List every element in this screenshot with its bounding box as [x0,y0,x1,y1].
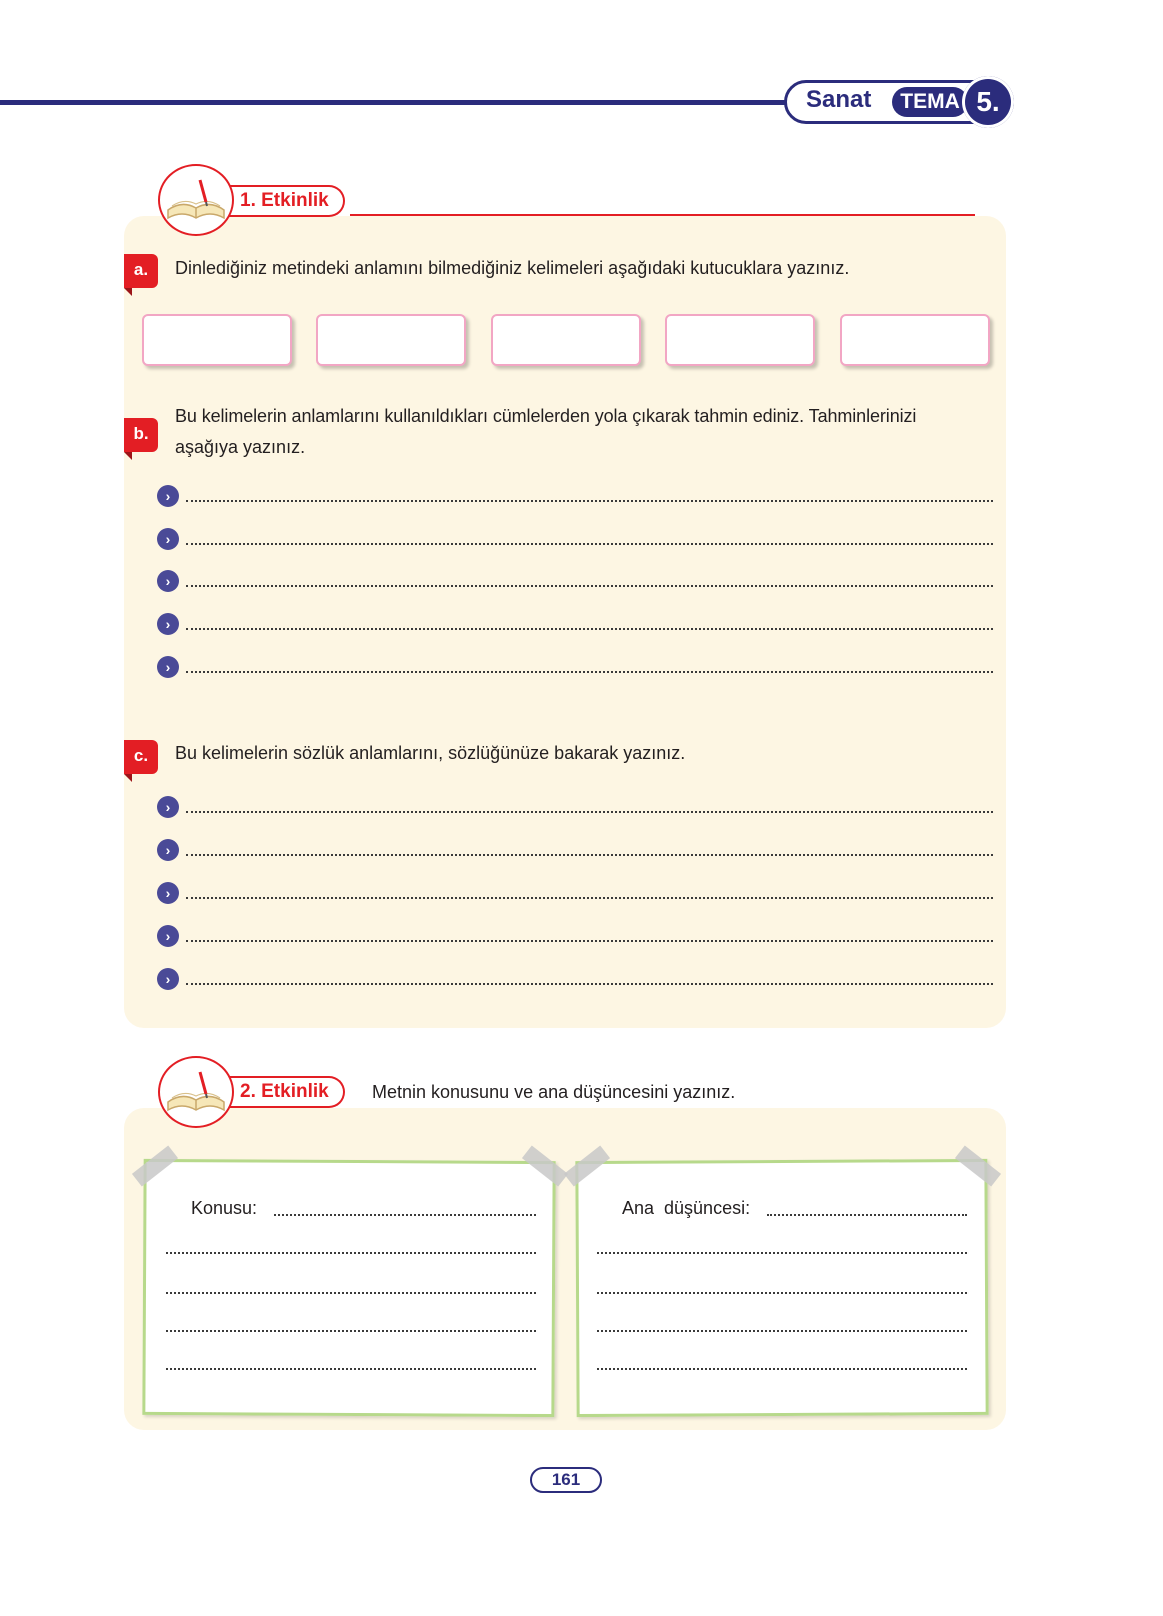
answer-line-b1[interactable] [186,500,993,502]
page-number: 161 [530,1467,602,1493]
chevron-right-icon: › [157,796,179,818]
activity2-title: 2. Etkinlik [224,1076,345,1108]
main-idea-line-1[interactable] [767,1214,967,1216]
header-rule [0,100,800,105]
main-idea-line-2[interactable] [597,1252,967,1254]
word-input-box-1[interactable] [142,314,292,366]
word-input-box-2[interactable] [316,314,466,366]
topic-line-1[interactable] [274,1214,536,1216]
answer-line-c4[interactable] [186,940,993,942]
main-idea-line-3[interactable] [597,1292,967,1294]
open-book-pencil-icon [160,166,232,234]
answer-line-b5[interactable] [186,671,993,673]
theme-label: TEMA [892,87,968,117]
main-idea-line-5[interactable] [597,1368,967,1370]
main-idea-line-4[interactable] [597,1330,967,1332]
step-b-prompt-line1: Bu kelimelerin anlamlarını kullanıldıkları cümlelerden yola çıkarak tahmin ediniz. Tahminlerinizi [175,406,917,426]
topic-line-4[interactable] [166,1330,536,1332]
step-a-prompt: Dinlediğiniz metindeki anlamını bilmediğiniz kelimeleri aşağıdaki kutucuklara yazınız. [175,258,850,278]
chevron-right-icon: › [157,882,179,904]
word-input-box-4[interactable] [665,314,815,366]
activity1-rule [350,214,975,216]
activity2-prompt: Metnin konusunu ve ana düşüncesini yazınız. [372,1082,736,1102]
answer-line-b2[interactable] [186,543,993,545]
topic-line-3[interactable] [166,1292,536,1294]
chevron-right-icon: › [157,968,179,990]
word-input-box-3[interactable] [491,314,641,366]
chevron-right-icon: › [157,656,179,678]
answer-line-c5[interactable] [186,983,993,985]
answer-line-c2[interactable] [186,854,993,856]
activity1-title: 1. Etkinlik [224,185,345,217]
answer-line-c1[interactable] [186,811,993,813]
chevron-right-icon: › [157,528,179,550]
step-c-tag: c. [124,740,158,774]
chevron-right-icon: › [157,570,179,592]
step-b-prompt-line2: aşağıya yazınız. [175,437,306,457]
step-b-tag: b. [124,418,158,452]
chevron-right-icon: › [157,839,179,861]
step-c-prompt: Bu kelimelerin sözlük anlamlarını, sözlüğünüze bakarak yazınız. [175,743,686,763]
chevron-right-icon: › [157,613,179,635]
theme-number: 5. [962,76,1014,128]
main-idea-label: Ana düşüncesi: [622,1198,751,1218]
activity1-book-icon [158,164,234,236]
open-book-pencil-icon [160,1058,232,1126]
activity2-book-icon [158,1056,234,1128]
answer-line-b3[interactable] [186,585,993,587]
theme-name: Sanat [806,86,872,113]
answer-line-b4[interactable] [186,628,993,630]
topic-line-5[interactable] [166,1368,536,1370]
topic-label: Konusu: [191,1198,258,1218]
answer-line-c3[interactable] [186,897,993,899]
topic-line-2[interactable] [166,1252,536,1254]
step-a-tag: a. [124,254,158,288]
chevron-right-icon: › [157,485,179,507]
chevron-right-icon: › [157,925,179,947]
word-input-box-5[interactable] [840,314,990,366]
